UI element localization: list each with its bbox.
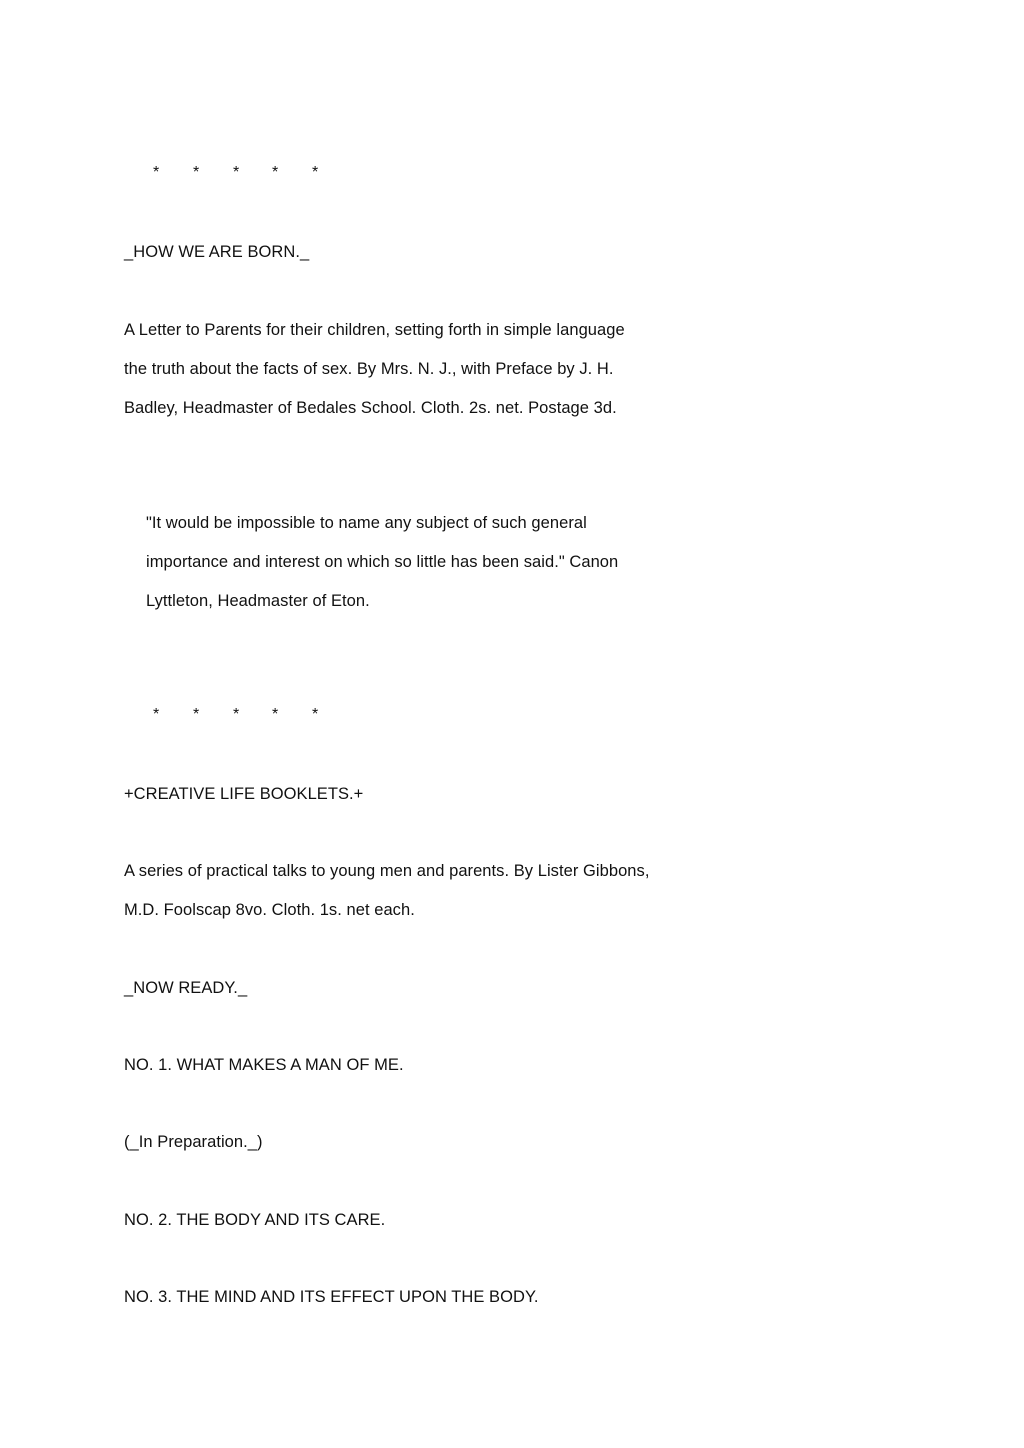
now-ready-label: _NOW READY._	[124, 979, 248, 997]
star-mark: *	[272, 164, 279, 181]
booklet-item: NO. 2. THE BODY AND ITS CARE.	[124, 1211, 386, 1229]
star-mark: *	[193, 164, 200, 181]
booklet-item: NO. 3. THE MIND AND ITS EFFECT UPON THE BODY.	[124, 1288, 539, 1306]
star-separator	[153, 163, 333, 183]
star-mark: *	[153, 706, 160, 723]
section-heading: +CREATIVE LIFE BOOKLETS.+	[124, 785, 364, 803]
star-separator	[153, 705, 333, 725]
quote-line: "It would be impossible to name any subject of such general	[146, 514, 587, 532]
quote-line: importance and interest on which so little has been said." Canon	[146, 553, 619, 571]
booklet-item: NO. 1. WHAT MAKES A MAN OF ME.	[124, 1056, 404, 1074]
body-line: A Letter to Parents for their children, setting forth in simple language	[124, 321, 625, 339]
star-mark: *	[312, 164, 319, 181]
body-line: Badley, Headmaster of Bedales School. Cloth. 2s. net. Postage 3d.	[124, 399, 617, 417]
body-line: M.D. Foolscap 8vo. Cloth. 1s. net each.	[124, 901, 415, 919]
star-mark: *	[312, 706, 319, 723]
quote-line: Lyttleton, Headmaster of Eton.	[146, 592, 370, 610]
star-mark: *	[193, 706, 200, 723]
body-line: the truth about the facts of sex. By Mrs. N. J., with Preface by J. H.	[124, 360, 614, 378]
star-mark: *	[233, 164, 240, 181]
section-heading: _HOW WE ARE BORN._	[124, 243, 310, 261]
star-mark: *	[233, 706, 240, 723]
star-mark: *	[153, 164, 160, 181]
body-line: A series of practical talks to young men and parents. By Lister Gibbons,	[124, 862, 650, 880]
in-preparation-label: (_In Preparation._)	[124, 1133, 263, 1151]
star-mark: *	[272, 706, 279, 723]
